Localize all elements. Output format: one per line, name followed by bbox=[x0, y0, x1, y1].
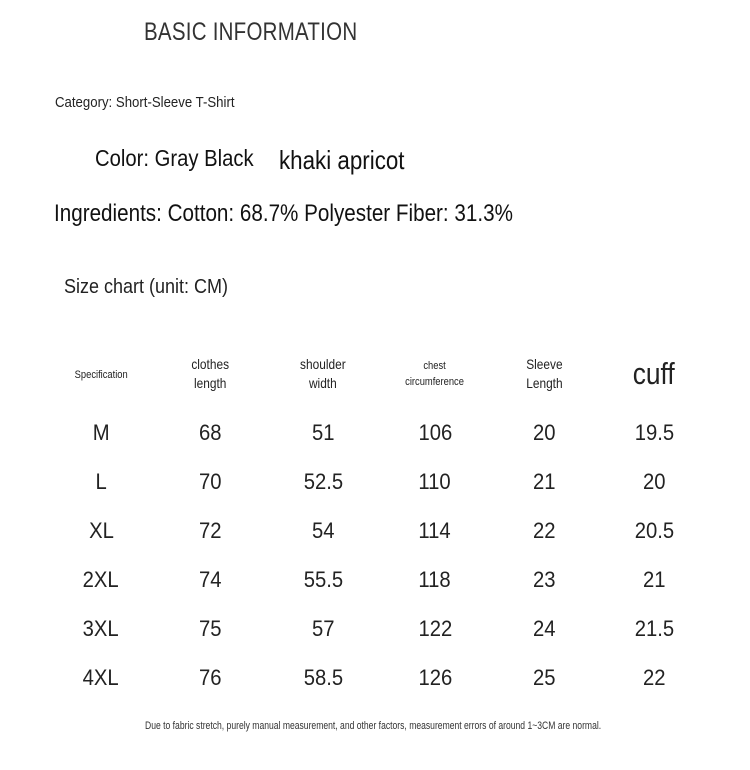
table-header-row bbox=[46, 340, 708, 408]
header-cuff bbox=[600, 340, 708, 408]
header-line: length bbox=[193, 375, 227, 391]
table-cell bbox=[488, 506, 600, 555]
cell-value: 22 bbox=[532, 517, 556, 543]
table-cell bbox=[488, 555, 600, 604]
table-cell bbox=[382, 506, 488, 555]
table-cell bbox=[156, 555, 264, 604]
table-cell bbox=[488, 408, 600, 457]
header-specification bbox=[46, 340, 156, 408]
header-line: Length bbox=[525, 375, 563, 391]
header-chest-circumference-label bbox=[406, 358, 465, 390]
table-cell bbox=[382, 408, 488, 457]
table-cell bbox=[600, 506, 708, 555]
table-cell bbox=[600, 457, 708, 506]
table-cell bbox=[46, 408, 156, 457]
table-cell bbox=[46, 457, 156, 506]
cell-value: XL bbox=[88, 517, 114, 543]
cell-value: 20 bbox=[642, 468, 666, 494]
header-chest-circumference bbox=[382, 340, 488, 408]
table-cell bbox=[156, 506, 264, 555]
cell-value: 20 bbox=[532, 419, 556, 445]
cell-value: 54 bbox=[311, 517, 335, 543]
header-shoulder-width-label bbox=[300, 355, 346, 393]
color-extra-text: khaki apricot bbox=[279, 145, 405, 175]
table-cell bbox=[382, 604, 488, 653]
table-cell bbox=[156, 457, 264, 506]
cell-value: 3XL bbox=[82, 615, 120, 641]
cell-value: 21.5 bbox=[634, 615, 674, 641]
table-cell bbox=[600, 604, 708, 653]
header-sleeve-length bbox=[488, 340, 600, 408]
cell-value: 22 bbox=[642, 664, 666, 690]
cell-value: 2XL bbox=[82, 566, 120, 592]
table-cell bbox=[382, 653, 488, 702]
table-row bbox=[46, 506, 708, 555]
table-cell bbox=[382, 555, 488, 604]
cell-value: 57 bbox=[311, 615, 335, 641]
table-cell bbox=[600, 408, 708, 457]
table-row bbox=[46, 408, 708, 457]
cell-value: 70 bbox=[198, 468, 222, 494]
table-cell bbox=[46, 506, 156, 555]
measurement-note: Due to fabric stretch, purely manual measurement, and other factors, measurement errors of around 1~3CM are normal. bbox=[145, 720, 602, 732]
table-cell bbox=[46, 604, 156, 653]
cell-value: 74 bbox=[198, 566, 222, 592]
header-line: clothes bbox=[191, 356, 229, 372]
table-row bbox=[46, 604, 708, 653]
table-cell bbox=[264, 604, 382, 653]
cell-value: 20.5 bbox=[634, 517, 674, 543]
header-specification-label: Specification bbox=[74, 369, 128, 381]
table-cell bbox=[46, 653, 156, 702]
cell-value: 126 bbox=[418, 664, 452, 690]
table-cell bbox=[264, 457, 382, 506]
table-row bbox=[46, 457, 708, 506]
cell-value: 55.5 bbox=[303, 566, 343, 592]
cell-value: 114 bbox=[418, 517, 452, 543]
header-shoulder-width bbox=[264, 340, 382, 408]
cell-value: 75 bbox=[198, 615, 222, 641]
cell-value: 25 bbox=[532, 664, 556, 690]
cell-value: 4XL bbox=[82, 664, 120, 690]
table-cell bbox=[156, 408, 264, 457]
header-line: circumference bbox=[405, 376, 465, 388]
table-cell bbox=[382, 457, 488, 506]
table-cell bbox=[600, 653, 708, 702]
table-cell bbox=[156, 653, 264, 702]
header-cuff-label: cuff bbox=[633, 356, 675, 391]
header-line: Sleeve bbox=[525, 356, 563, 372]
cell-value: 122 bbox=[418, 615, 452, 641]
header-clothes-length-label bbox=[191, 355, 229, 393]
category-text: Category: Short-Sleeve T-Shirt bbox=[55, 94, 235, 111]
cell-value: 19.5 bbox=[634, 419, 674, 445]
ingredients-text: Ingredients: Cotton: 68.7% Polyester Fiber: 31.3% bbox=[54, 200, 513, 227]
table-cell bbox=[264, 506, 382, 555]
table-row bbox=[46, 555, 708, 604]
header-line: width bbox=[309, 375, 337, 391]
table-row bbox=[46, 653, 708, 702]
table-cell bbox=[156, 604, 264, 653]
cell-value: 21 bbox=[642, 566, 666, 592]
cell-value: 51 bbox=[311, 419, 335, 445]
color-text: Color: Gray Black bbox=[95, 145, 254, 171]
size-chart-table bbox=[46, 340, 708, 702]
cell-value: L bbox=[95, 468, 107, 494]
cell-value: 76 bbox=[198, 664, 222, 690]
header-clothes-length bbox=[156, 340, 264, 408]
table-cell bbox=[264, 408, 382, 457]
cell-value: 52.5 bbox=[303, 468, 343, 494]
header-sleeve-length-label bbox=[526, 355, 562, 393]
cell-value: 24 bbox=[532, 615, 556, 641]
cell-value: 21 bbox=[532, 468, 556, 494]
table-cell bbox=[264, 555, 382, 604]
cell-value: 68 bbox=[198, 419, 222, 445]
cell-value: 58.5 bbox=[303, 664, 343, 690]
cell-value: 106 bbox=[418, 419, 452, 445]
cell-value: 110 bbox=[418, 468, 452, 494]
table-cell bbox=[46, 555, 156, 604]
cell-value: M bbox=[92, 419, 110, 445]
table-cell bbox=[600, 555, 708, 604]
table-cell bbox=[264, 653, 382, 702]
size-chart-title: Size chart (unit: CM) bbox=[64, 276, 229, 298]
cell-value: 72 bbox=[198, 517, 222, 543]
table-cell bbox=[488, 604, 600, 653]
cell-value: 118 bbox=[418, 566, 452, 592]
table-cell bbox=[488, 457, 600, 506]
header-line: shoulder bbox=[300, 356, 346, 372]
header-line: chest bbox=[423, 360, 447, 372]
table-cell bbox=[488, 653, 600, 702]
page-title: BASIC INFORMATION bbox=[144, 18, 358, 46]
cell-value: 23 bbox=[532, 566, 556, 592]
